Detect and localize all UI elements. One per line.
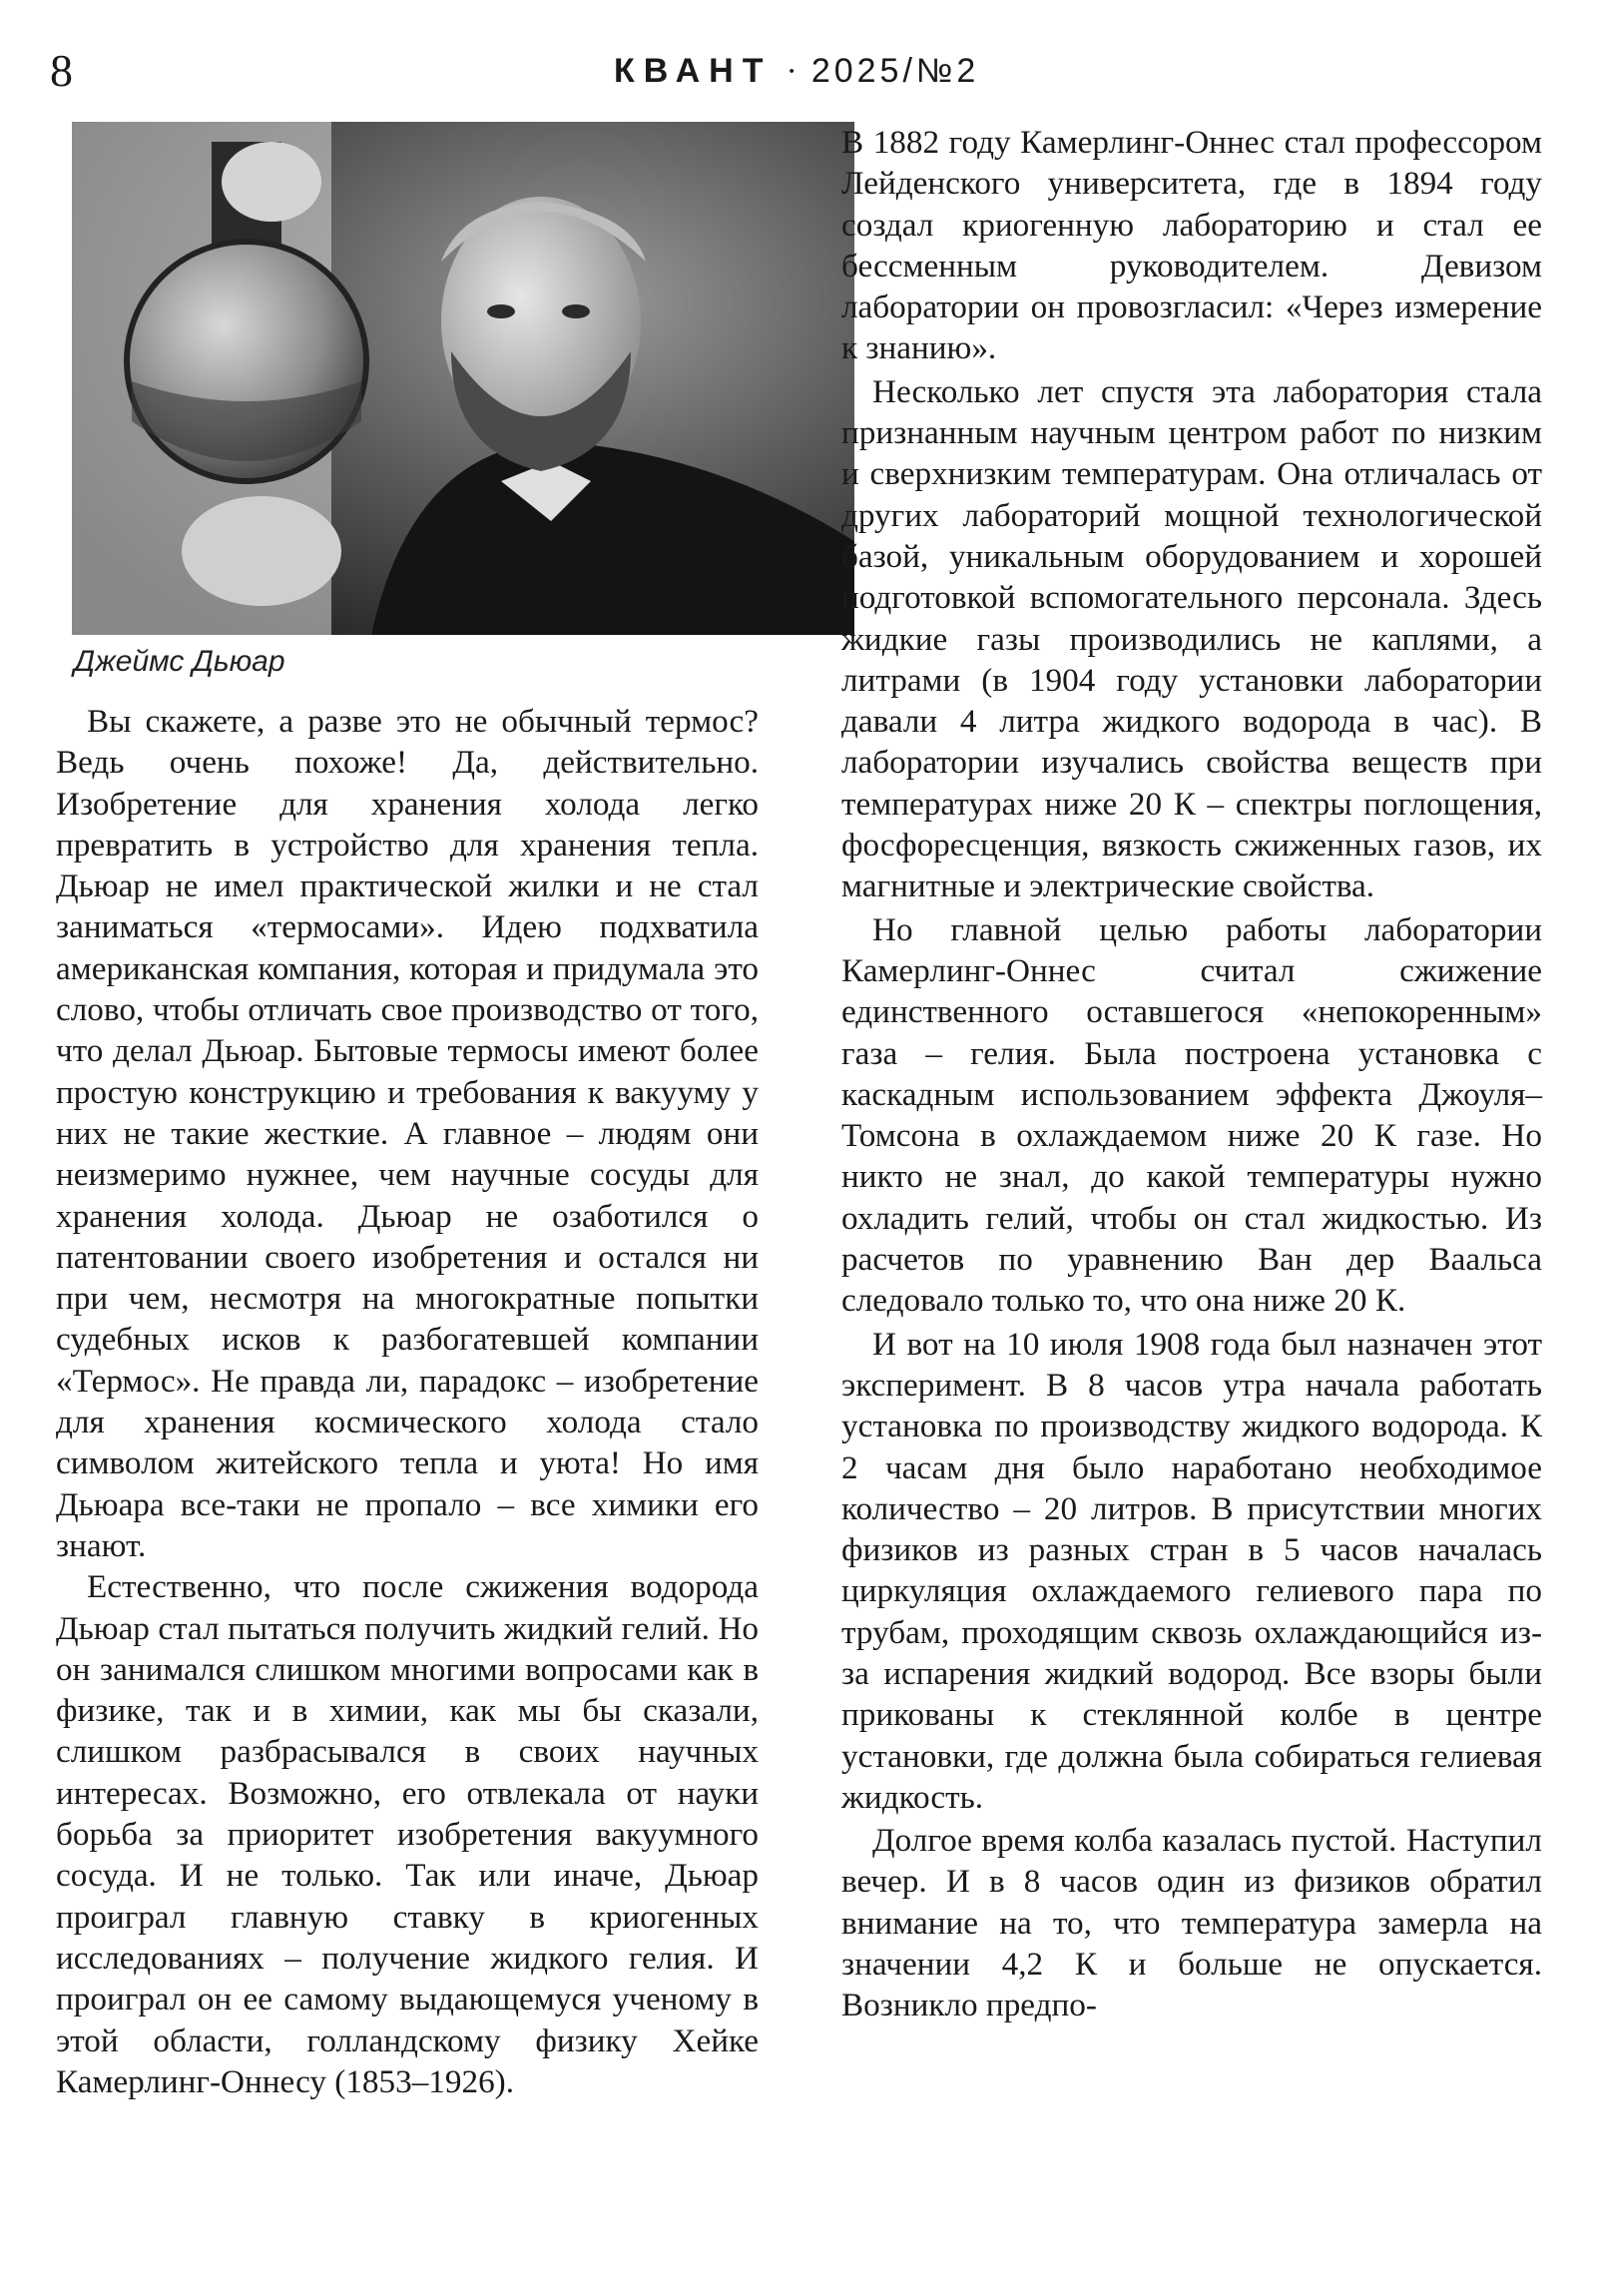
page-header xyxy=(0,44,1597,104)
right-paragraph-2: Несколько лет спустя эта лаборатория стала признанным научным центром работ по низким и сверхнизким температурам. Она отличалась от других лабораторий мощной технологической базой, уникальным оборудованием и хорошей подготовкой вспомогательного персонала. Здесь жидкие газы производились не каплями, а литрами (в 1904 году установки лаборатории давали 4 литра жидкого водорода в час). В лаборатории изучались свойства веществ при температурах ниже 20 К – спектры поглощения, фосфоресценция, вязкость сжиженных газов, их магнитные и электрические свойства. xyxy=(841,372,1542,905)
left-paragraph-2: Естественно, что после сжижения водорода Дьюар стал пытаться получить жидкий гелий. Но он занимался слишком многими вопросами как в физике, так и в химии, как мы бы сказали, слишком разбрасывался в своих научных интересах. Возможно, его отвлекала от науки борьба за приоритет изобретения вакуумного сосуда. И не только. Так или иначе, Дьюар проиграл главную ставку в криогенных исследованиях – получение жидкого гелия. И проиграл он ее самому выдающемуся ученому в этой области, голландскому физику Хейке Камерлинг-Оннесу (1853–1926). xyxy=(56,1568,759,2100)
journal-title: КВАНТ xyxy=(614,52,773,90)
right-paragraph-4: И вот на 10 июля 1908 года был назначен этот эксперимент. В 8 часов утра начала работать установка по производству жидкого водорода. К 2 часам дня было наработано необходимое количество – 20 литров. В присутствии многих физиков из разных стран в 5 часов началась циркуляция охлаждаемого гелиевого пара по трубам, проходящим сквозь охлаждающийся из-за испарения жидкий водород. Все взоры были прикованы к стеклянной колбе в центре установки, где должна была собираться гелиевая жидкость. xyxy=(841,1325,1542,1816)
lower-hand xyxy=(182,496,341,606)
upper-hand xyxy=(222,142,321,222)
portrait-photo xyxy=(72,122,854,635)
left-column xyxy=(56,122,759,2102)
right-paragraph-1: В 1882 году Камерлинг-Оннес стал профессором Лейденского университета, где в 1894 году создал криогенную лабораторию и стал ее бессменным руководителем. Девизом лаборатории он провозгласил: «Через измерение к знанию». xyxy=(841,124,1542,367)
photo-caption: Джеймс Дьюар xyxy=(74,645,285,678)
running-head xyxy=(614,52,979,91)
left-paragraph-1: Вы скажете, а разве это не обычный термос? Ведь очень похоже! Да, действительно. Изобретение для хранения холода легко превратить в устройство для хранения тепла. Дьюар не имел практической жилки и не стал заниматься «термосами». Идею подхватила американская компания, которая и придумала это слово, чтобы отличать свое производство от того, что делал Дьюар. Бытовые термосы имеют более простую конструкцию и требования к вакууму у них не такие жесткие. А главное – людям они неизмеримо нужнее, чем научные сосуды для хранения холода. Дьюар не озаботился о патентовании своего изобретения и остался ни при чем, несмотря на многократные попытки судебных исков к разбогатевшей компании «Термос». Не правда ли, парадокс – изобретение для хранения космического холода стало символом житейского тепла и уюта! Но имя Дьюара все-таки не пропало – все химики его знают. xyxy=(56,703,759,1564)
page-number: 8 xyxy=(50,45,73,96)
right-paragraph-3: Но главной целью работы лаборатории Камерлинг-Оннес считал сжижение единственного оставшегося «непокоренным» газа – гелия. Была построена установка с каскадным использованием эффекта Джоуля–Томсона в охлаждаемом ниже 20 К газе. Но никто не знал, до какой температуры нужно охладить гелий, чтобы он стал жидкостью. Из расчетов по уравнению Ван дер Ваальса следовало только то, что она ниже 20 К. xyxy=(841,910,1542,1320)
header-separator: · xyxy=(786,53,798,90)
right-paragraph-5: Долгое время колба казалась пустой. Наступил вечер. И в 8 часов один из физиков обратил внимание на то, что температура замерла на значении 4,2 К и больше не опускается. Возникло предпо- xyxy=(841,1822,1542,2024)
portrait-illustration xyxy=(72,122,854,635)
issue-number: 2025/№2 xyxy=(810,52,980,90)
right-column xyxy=(841,122,1542,2026)
